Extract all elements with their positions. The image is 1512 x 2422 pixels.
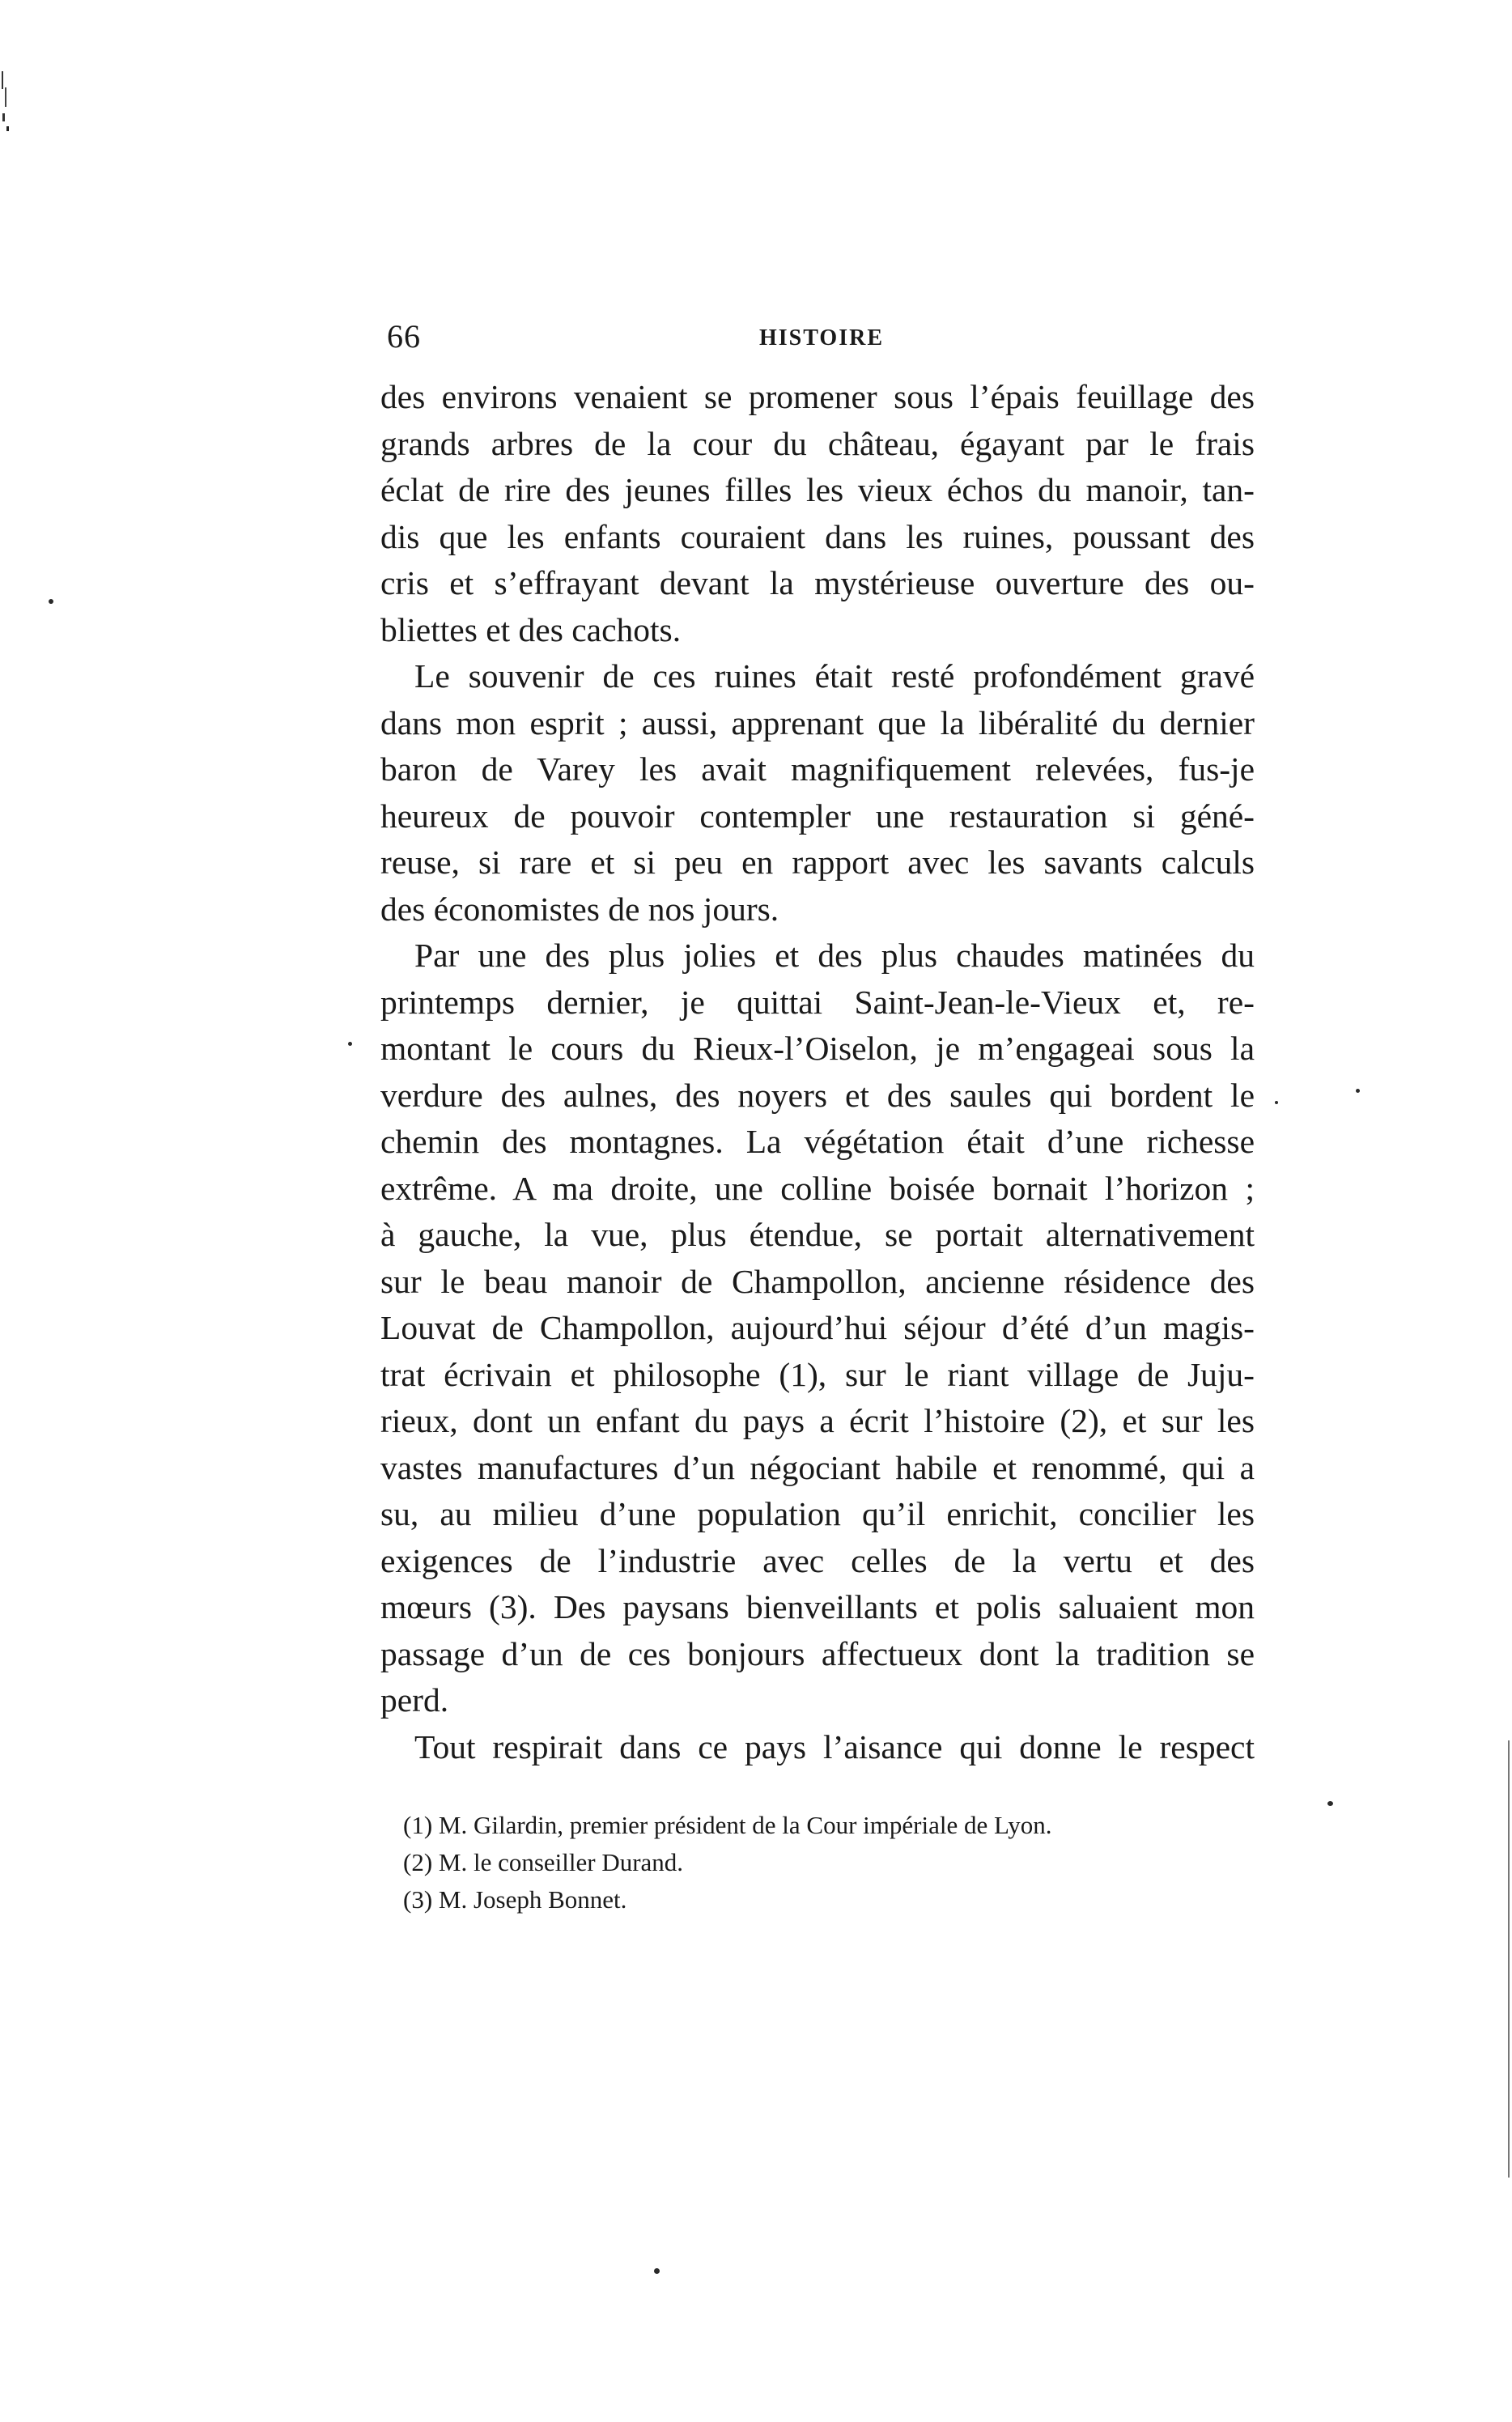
text-line: Par une des plus jolies et des plus chaudes matinées du [414,937,1255,974]
text-line: montant le cours du Rieux-l’Oiselon, je m’engageai sous la [380,1030,1255,1067]
text-line: éclat de rire des jeunes filles les vieux échos du manoir, tan- [380,471,1255,508]
footnote: (1) M. Gilardin, premier président de la Cour impériale de Lyon. [403,1811,1052,1839]
page-number: 66 [387,318,421,355]
text-line: chemin des montagnes. La végétation était d’une richesse [380,1123,1255,1160]
text-line: bliettes et des cachots. [380,610,682,648]
text-line: printemps dernier, je quittai Saint-Jean-le-Vieux et, re- [380,983,1255,1021]
text-line: baron de Varey les avait magnifiquement relevées, fus-je [380,750,1255,788]
scan-speck [1327,1801,1333,1806]
text-line: Le souvenir de ces ruines était resté profondément gravé [414,657,1255,695]
scan-speck [348,1042,352,1046]
scan-speck [1356,1089,1360,1093]
footnote: (3) M. Joseph Bonnet. [403,1885,627,1914]
text-line: reuse, si rare et si peu en rapport avec les savants calculs [380,843,1255,881]
text-line: su, au milieu d’une population qu’il enrichit, concilier les [380,1495,1255,1532]
text-line: extrême. A ma droite, une colline boisée bornait l’horizon ; [380,1169,1255,1207]
footnotes [403,1807,1253,1918]
text-line: mœurs (3). Des paysans bienveillants et polis saluaient mon [380,1588,1255,1625]
scan-speck [49,599,53,604]
edge-marks [0,65,11,146]
text-line: Tout respirait dans ce pays l’aisance qui donne le respect [414,1727,1255,1766]
text-line: des économistes de nos jours. [380,890,779,928]
scan-speck [654,2268,660,2274]
page-header [387,317,1261,358]
text-line: sur le beau manoir de Champollon, ancienne résidence des [380,1262,1255,1300]
body-text [380,374,1255,1770]
text-line: passage d’un de ces bonjours affectueux dont la tradition se [380,1634,1255,1672]
text-line: heureux de pouvoir contempler une restauration si géné- [380,797,1255,835]
text-line: dis que les enfants couraient dans les ruines, poussant des [380,517,1255,555]
text-line: trat écrivain et philosophe (1), sur le riant village de Juju- [380,1355,1255,1393]
text-line: des environs venaient se promener sous l’épais feuillage des [380,378,1255,415]
text-line: à gauche, la vue, plus étendue, se portait alternativement [380,1216,1255,1253]
text-line: cris et s’effrayant devant la mystérieuse ouverture des ou- [380,564,1255,601]
text-line: exigences de l’industrie avec celles de la vertu et des [380,1541,1255,1579]
text-line: perd. [380,1681,449,1719]
text-line: rieux, dont un enfant du pays a écrit l’histoire (2), et sur les [380,1402,1255,1439]
text-line: grands arbres de la cour du château, égayant par le frais [380,424,1255,462]
scan-speck [1275,1101,1278,1104]
text-line: Louvat de Champollon, aujourd’hui séjour d’été d’un magis- [380,1309,1255,1346]
scan-edge-rule [1508,1740,1510,2178]
text-line: dans mon esprit ; aussi, apprenant que la libéralité du dernier [380,703,1255,741]
running-head: HISTOIRE [759,325,884,351]
text-line: verdure des aulnes, des noyers et des saules qui bordent le [380,1076,1255,1114]
footnote: (2) M. le conseiller Durand. [403,1848,684,1876]
text-line: vastes manufactures d’un négociant habile et renommé, qui a [380,1448,1255,1486]
